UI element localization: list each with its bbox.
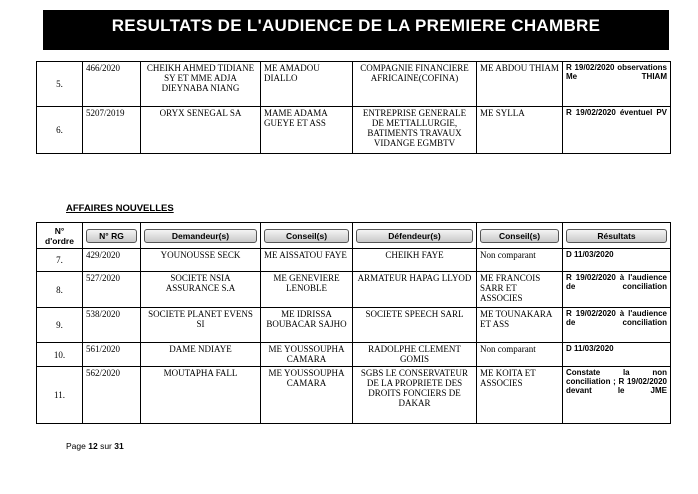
row-number: 5. (37, 62, 83, 107)
table-row (37, 272, 671, 308)
table-row (37, 367, 671, 424)
header-defendeur: Défendeur(s) (353, 223, 477, 249)
demandeur: YOUNOUSSE SECK (141, 249, 261, 272)
rg-number: 527/2020 (83, 272, 141, 308)
banner-title: RESULTATS DE L'AUDIENCE DE LA PREMIERE CHAMBRE (111, 16, 601, 35)
rg-number: 538/2020 (83, 308, 141, 343)
resultat: D 11/03/2020 (563, 249, 671, 272)
conseil-defendeur: ME TOUNAKARA ET ASS (477, 308, 563, 343)
resultat: D 11/03/2020 (563, 343, 671, 367)
resultat: R 19/02/2020 observations Me THIAM (563, 62, 671, 107)
demandeur: SOCIETE NSIA ASSURANCE S.A (141, 272, 261, 308)
table-header-row (37, 223, 671, 249)
footer-page: 12 (88, 441, 98, 451)
rg-number: 466/2020 (83, 62, 141, 107)
conseil-defendeur: ME KOITA ET ASSOCIES (477, 367, 563, 424)
conseil-demandeur: ME GENEVIERE LENOBLE (261, 272, 353, 308)
row-number: 6. (37, 107, 83, 154)
header-demandeur: Demandeur(s) (141, 223, 261, 249)
row-number: 10. (37, 343, 83, 367)
header-conseil-defendeur: Conseil(s) (477, 223, 563, 249)
table-row (37, 343, 671, 367)
header-resultats: Résultats (563, 223, 671, 249)
defendeur: SOCIETE SPEECH SARL (353, 308, 477, 343)
rg-number: 561/2020 (83, 343, 141, 367)
rg-number: 5207/2019 (83, 107, 141, 154)
table-row (37, 308, 671, 343)
resultat: Constate la non conciliation ; R 19/02/2020 devant le JME (563, 367, 671, 424)
page-banner (43, 10, 669, 50)
header-conseil-demandeur: Conseil(s) (261, 223, 353, 249)
header-num: N° d'ordre (37, 223, 83, 249)
conseil-defendeur: Non comparant (477, 343, 563, 367)
resultat: R 19/02/2020 à l'audience de conciliation (563, 308, 671, 343)
conseil-defendeur: ME SYLLA (477, 107, 563, 154)
conseil-demandeur: ME YOUSSOUPHA CAMARA (261, 367, 353, 424)
rg-number: 562/2020 (83, 367, 141, 424)
row-number: 11. (37, 367, 83, 424)
conseil-demandeur: ME AISSATOU FAYE (261, 249, 353, 272)
row-number: 8. (37, 272, 83, 308)
demandeur: SOCIETE PLANET EVENS SI (141, 308, 261, 343)
resultat: R 19/02/2020 à l'audience de conciliation (563, 272, 671, 308)
continued-results-table (36, 61, 671, 154)
defendeur: RADOLPHE CLEMENT GOMIS (353, 343, 477, 367)
defendeur: COMPAGNIE FINANCIERE AFRICAINE(COFINA) (353, 62, 477, 107)
conseil-demandeur: ME YOUSSOUPHA CAMARA (261, 343, 353, 367)
footer-total: 31 (114, 441, 124, 451)
header-rg: N° RG (83, 223, 141, 249)
row-number: 7. (37, 249, 83, 272)
row-number: 9. (37, 308, 83, 343)
footer-middle: sur (100, 441, 112, 451)
conseil-defendeur: Non comparant (477, 249, 563, 272)
defendeur: ENTREPRISE GENERALE DE METTALLURGIE, BATIMENTS TRAVAUX VIDANGE EGMBTV (353, 107, 477, 154)
conseil-demandeur: ME IDRISSA BOUBACAR SAJHO (261, 308, 353, 343)
conseil-defendeur: ME ABDOU THIAM (477, 62, 563, 107)
defendeur: ARMATEUR HAPAG LLYOD (353, 272, 477, 308)
table-row (37, 62, 671, 107)
section-title: AFFAIRES NOUVELLES (66, 203, 174, 214)
defendeur: SGBS LE CONSERVATEUR DE LA PROPRIETE DES DROITS FONCIERS DE DAKAR (353, 367, 477, 424)
demandeur: MOUTAPHA FALL (141, 367, 261, 424)
table-row (37, 107, 671, 154)
resultat: R 19/02/2020 éventuel PV (563, 107, 671, 154)
rg-number: 429/2020 (83, 249, 141, 272)
footer-prefix: Page (66, 441, 86, 451)
table-row (37, 249, 671, 272)
defendeur: CHEIKH FAYE (353, 249, 477, 272)
demandeur: ORYX SENEGAL SA (141, 107, 261, 154)
page-footer (66, 441, 124, 451)
new-cases-table (36, 222, 671, 424)
demandeur: DAME NDIAYE (141, 343, 261, 367)
demandeur: CHEIKH AHMED TIDIANE SY ET MME ADJA DIEYNABA NIANG (141, 62, 261, 107)
conseil-demandeur: ME AMADOU DIALLO (261, 62, 353, 107)
conseil-demandeur: MAME ADAMA GUEYE ET ASS (261, 107, 353, 154)
conseil-defendeur: ME FRANCOIS SARR ET ASSOCIES (477, 272, 563, 308)
